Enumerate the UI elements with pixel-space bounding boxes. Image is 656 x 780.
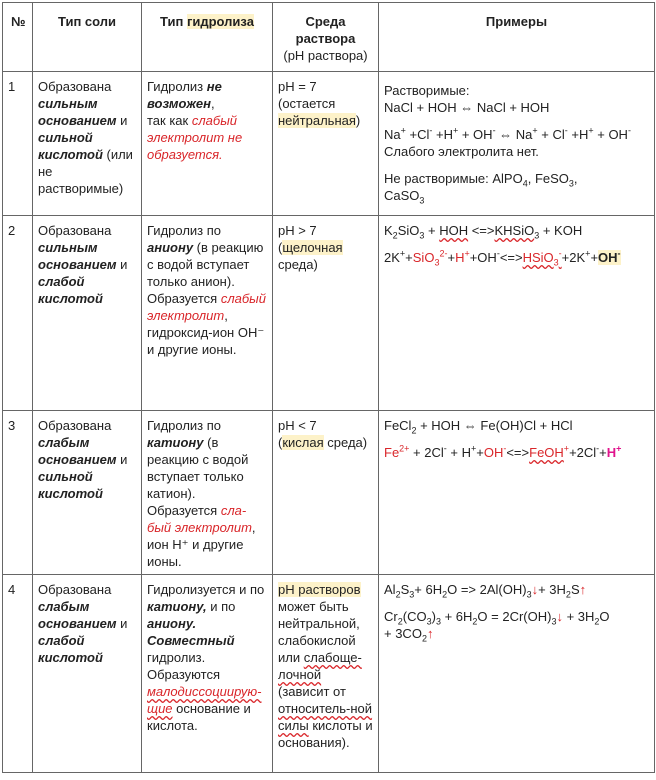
table-row bbox=[3, 575, 655, 773]
table-row bbox=[3, 411, 655, 575]
equation: $Al_2S_3+ 6H_2O$ => $2Al(OH)_3↓+$ $3H_2S↑$ bbox=[384, 582, 587, 600]
examples-cell bbox=[379, 411, 655, 575]
examples-cell: Растворимые: NaCl + HOH ⇔ NaCl + HOH Na+ +Cl- +H+ + OH- ⇔ Na+ + Cl- +H+ + OH- Слабого электролита нет. Не растворимые: AlPO$_4$, FeSO$_3$, CaSO$_3$ bbox=[379, 72, 655, 216]
examples-cell bbox=[379, 575, 655, 773]
equation: NaCl + HOH ⇔ NaCl + HOH bbox=[384, 100, 550, 115]
table-row bbox=[3, 72, 655, 216]
row-num: 1 bbox=[3, 72, 33, 216]
row-num: 3 bbox=[3, 411, 33, 575]
hydrolysis-table bbox=[2, 2, 655, 773]
salt-type-cell: Образована сильным основанием и сильной кислотой (или не растворимые) bbox=[33, 72, 142, 216]
header-medium: Среда раствора (рН раствора) bbox=[273, 3, 379, 72]
hydrolysis-cell: Гидролизуется и по катиону, и по аниону. Совместный гидролиз. Образуются малодиссоциирую-щие основание и кислота. bbox=[142, 575, 273, 773]
row-num: 4 bbox=[3, 575, 33, 773]
medium-cell: pH < 7 (кислая среда) bbox=[273, 411, 379, 575]
header-num: № bbox=[3, 3, 33, 72]
equation: $Cr_2(CO_3)_3 + 6H_2O$ = $2Cr(OH)_3↓ + 3H_2O$ + $3CO_2↑$ bbox=[384, 609, 610, 644]
examples-cell bbox=[379, 216, 655, 411]
medium-cell: pH > 7 (щелочная среда) bbox=[273, 216, 379, 411]
hydrolysis-cell: Гидролиз по аниону (в реакцию с водой вступает только анион). Образуется слабый электролит, гидроксид-ион OH⁻ и другие ионы. bbox=[142, 216, 273, 411]
hydrolysis-cell: Гидролиз не возможен, так как слабый электролит не образуется. bbox=[142, 72, 273, 216]
header-row bbox=[3, 3, 655, 72]
row-num: 2 bbox=[3, 216, 33, 411]
salt-type-cell: Образована слабым основанием и слабой кислотой bbox=[33, 575, 142, 773]
equation: $K_2SiO_3$ + HOH <=>KHSiO$_3$ + KOH bbox=[384, 223, 583, 241]
table-row bbox=[3, 216, 655, 411]
header-salt-type: Тип соли bbox=[33, 3, 142, 72]
ionic-equation: Na+ +Cl- +H+ + OH- ⇔ Na+ + Cl- +H+ + OH- bbox=[384, 125, 631, 142]
medium-cell: pH растворов может быть нейтральной, слабокислой или слабоще-лочной (зависит от относитель-ной силы кислоты и основания). bbox=[273, 575, 379, 773]
equation: FeCl$_2$ + HOH ⇔ Fe(OH)Cl + HCl bbox=[384, 418, 573, 436]
hydrolysis-cell: Гидролиз по катиону (в реакцию с водой вступает только катион). Образуется сла-бый электролит, ион H⁺ и другие ионы. bbox=[142, 411, 273, 575]
ionic-equation: $Fe^{2+} + 2Cl^-$ + H++OH-<=>FeOH++2Cl-+H+ bbox=[384, 443, 622, 460]
salt-type-cell: Образована слабым основанием и сильной кислотой bbox=[33, 411, 142, 575]
salt-type-cell: Образована сильным основанием и слабой кислотой bbox=[33, 216, 142, 411]
header-examples: Примеры bbox=[379, 3, 655, 72]
header-hydrolysis-type: Тип гидролиза bbox=[142, 3, 273, 72]
medium-cell: pH = 7 (остается нейтральная) bbox=[273, 72, 379, 216]
insoluble-list: Не растворимые: AlPO$_4$, FeSO$_3$, CaSO$_3$ bbox=[384, 171, 578, 206]
ionic-equation: 2K++SiO$_3^{2-}$+H++OH-<=>HSiO$_3$-+2K++OH- bbox=[384, 248, 621, 268]
